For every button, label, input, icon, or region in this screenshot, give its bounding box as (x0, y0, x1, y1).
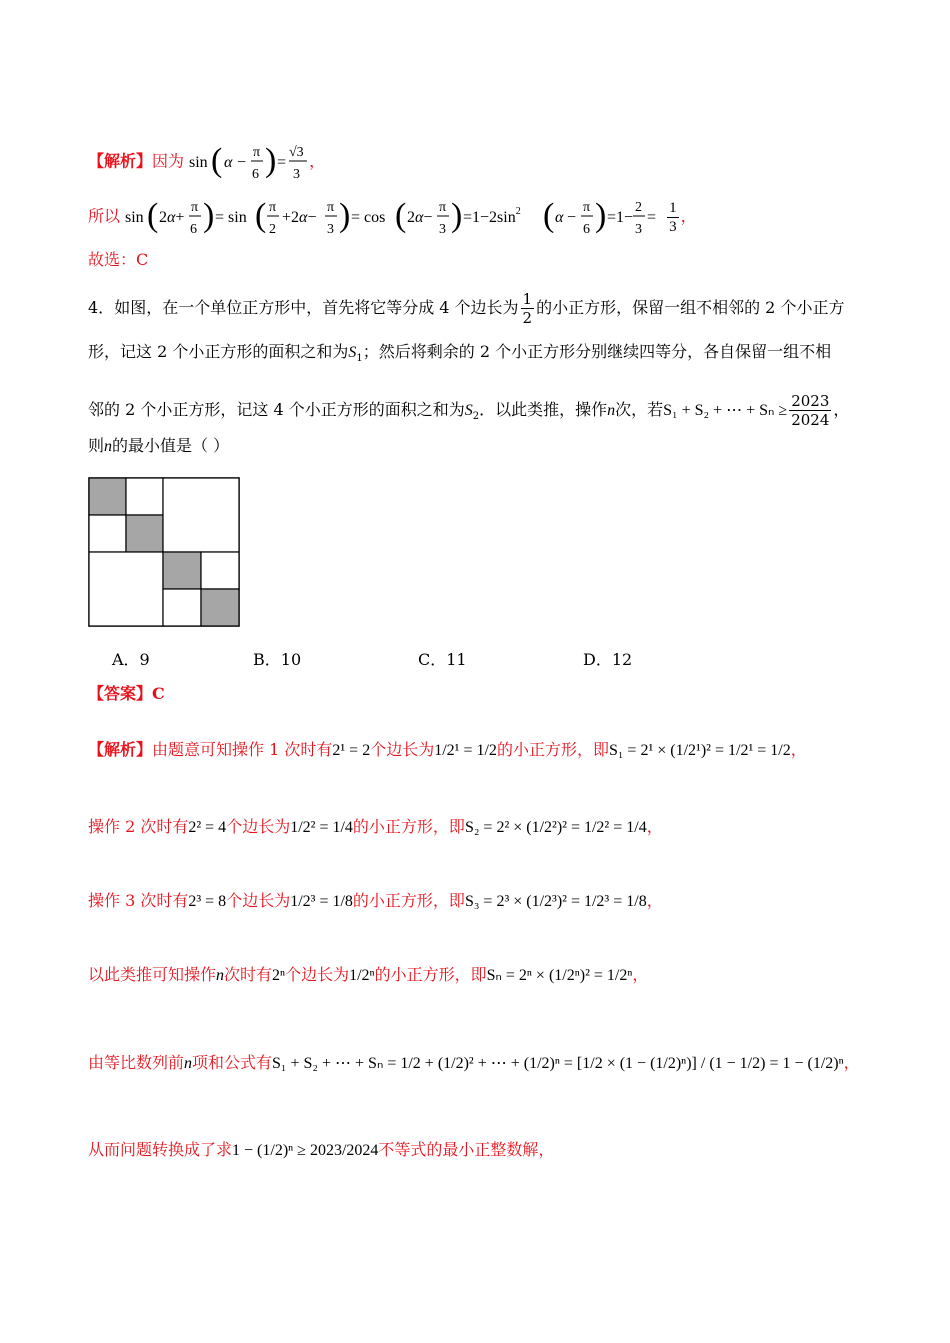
one-third: $\frac{1}{3}$ (669, 199, 677, 235)
svg-text:3: 3 (293, 167, 301, 182)
option-d[interactable]: D．12 (583, 650, 633, 669)
blank-square (163, 589, 201, 626)
svg-text:π: π (269, 200, 277, 215)
sol3-line2: 所以 sin ( 2α+ π 6 ) = sin ( π 2 +2α− π 3 ) = cos ( 2α− π 3 ) $=1-2\sin^2$ ( α − π 6 ) =1− 2 3 = $\frac{1}{3}$ ， (88, 197, 697, 237)
svg-text:α: α (555, 209, 564, 226)
inequality: S₁ + S₂ + ⋯ + Sₙ ≥ (663, 402, 788, 419)
shaded-square (126, 515, 163, 552)
q4-line4: 则n的最小值是（ ） (88, 436, 230, 455)
svg-text:): ) (265, 142, 277, 179)
blank-square (89, 515, 126, 552)
svg-text:=1−: =1− (607, 209, 634, 226)
svg-text:=1−2sin2: $=1-2\sin^2$ (463, 206, 521, 226)
svg-text:(: ( (147, 197, 159, 234)
answer-label: 【答案】C (88, 684, 165, 703)
svg-text:2: 2 (269, 222, 277, 237)
svg-text:6: 6 (252, 167, 260, 182)
svg-text:sin: sin (189, 154, 208, 171)
sol3-conclusion: 故选：C (88, 250, 149, 269)
svg-text:α: α (224, 154, 233, 171)
shaded-square (201, 589, 239, 626)
sol3-line1: 【解析】因为 sin ( α − π 6 ) = √3 3 ， (88, 142, 326, 182)
q4-line3: 邻的 2 个小正方形，记这 4 个小正方形的面积之和为$S_2$．以此类推，操作n次，若S₁ + S₂ + ⋯ + Sₙ ≥ $\frac{2023}{2024}$ ， (88, 392, 850, 429)
blank-square (163, 478, 239, 552)
sol4-line3: 操作 3 次时有2³ = 8个边长为1/2³ = 1/8的小正方形，即S₃ = 2³ × (1/2³)² = 1/2³ = 1/8， (88, 891, 663, 910)
geometric-sum: S₁ + S₂ + ⋯ + Sₙ = 1/2 + (1/2)² + ⋯ + (1/2)ⁿ = [1/2 × (1 − (1/2)ⁿ)] / (1 − 1/2) = 1 − (1/2)ⁿ (272, 1055, 844, 1072)
svg-text:π: π (253, 145, 261, 160)
svg-text:): ) (595, 197, 607, 234)
svg-text:2α+: 2α+ (159, 209, 185, 226)
ineq-fraction: $\frac{2023}{2024}$ (791, 392, 830, 429)
sol3-formula2 (125, 195, 665, 239)
sol4-line6: 从而问题转换成了求1 − (1/2)ⁿ ≥ 2023/2024不等式的最小正整数解， (88, 1140, 555, 1159)
svg-text:sin: sin (125, 209, 144, 226)
svg-text:3: 3 (635, 222, 643, 237)
svg-text:+2α−: +2α− (282, 209, 317, 226)
svg-text:): ) (203, 197, 215, 234)
svg-text:π: π (327, 200, 335, 215)
blank-square (126, 478, 163, 515)
svg-text:−: − (237, 154, 247, 171)
sol3-text: 因为 (152, 151, 185, 171)
svg-text:(: ( (255, 197, 267, 234)
svg-text:= sin: = sin (215, 209, 247, 226)
option-c[interactable]: C．11 (418, 650, 467, 669)
half-fraction: $\frac{1}{2}$ (522, 290, 533, 327)
shaded-square (163, 552, 201, 589)
q4-line1: 4．如图，在一个单位正方形中，首先将它等分成 4 个边长为 $\frac{1}{2}$ 的小正方形，保留一组不相邻的 2 个小正方 (88, 290, 845, 327)
svg-text:=: = (277, 154, 287, 171)
sol4-line1: 【解析】由题意可知操作 1 次时有2¹ = 2个边长为1/2¹ = 1/2的小正方形，即S₁ = 2¹ × (1/2¹)² = 1/2¹ = 1/2， (88, 740, 807, 759)
svg-text:(: ( (543, 197, 555, 234)
sol3-formula1 (189, 140, 309, 184)
svg-text:√3: √3 (289, 145, 304, 160)
svg-text:): ) (339, 197, 351, 234)
blank-square (89, 552, 163, 626)
analysis-label: 【解析】 (88, 151, 153, 171)
svg-text:): ) (451, 197, 463, 234)
svg-text:−: − (567, 209, 577, 226)
sol4-line2: 操作 2 次时有2² = 4个边长为1/2² = 1/4的小正方形，即S₂ = 2² × (1/2²)² = 1/2² = 1/4， (88, 817, 663, 836)
svg-text:(: ( (211, 142, 223, 179)
q4-line2: 形，记这 2 个小正方形的面积之和为$S_1$；然后将剩余的 2 个小正方形分别继续四等分，各自保留一组不相 (88, 342, 832, 364)
svg-text:=: = (647, 209, 657, 226)
blank-square (201, 552, 239, 589)
svg-text:(: ( (395, 197, 407, 234)
question-number: 4． (88, 298, 115, 317)
option-b[interactable]: B．10 (253, 650, 302, 669)
svg-text:= cos: = cos (351, 209, 386, 226)
svg-text:π: π (191, 200, 199, 215)
square-figure (88, 477, 241, 627)
svg-text:3: 3 (439, 222, 447, 237)
svg-text:2: 2 (635, 200, 643, 215)
svg-text:6: 6 (190, 222, 198, 237)
svg-text:π: π (439, 200, 447, 215)
sol4-line5: 由等比数列前n项和公式有S₁ + S₂ + ⋯ + Sₙ = 1/2 + (1/2)² + ⋯ + (1/2)ⁿ = [1/2 × (1 − (1/2)ⁿ)] / (1 − 1/2) = 1 − (1/2)ⁿ， (88, 1053, 860, 1072)
svg-text:6: 6 (583, 222, 591, 237)
svg-text:3: 3 (327, 222, 335, 237)
shaded-square (89, 478, 126, 515)
svg-text:2α−: 2α− (407, 209, 433, 226)
option-a[interactable]: A．9 (112, 650, 150, 669)
sol4-line4: 以此类推可知操作n次时有2ⁿ个边长为1/2ⁿ的小正方形，即Sₙ = 2ⁿ × (1/2ⁿ)² = 1/2ⁿ， (88, 965, 649, 984)
svg-text:π: π (583, 200, 591, 215)
